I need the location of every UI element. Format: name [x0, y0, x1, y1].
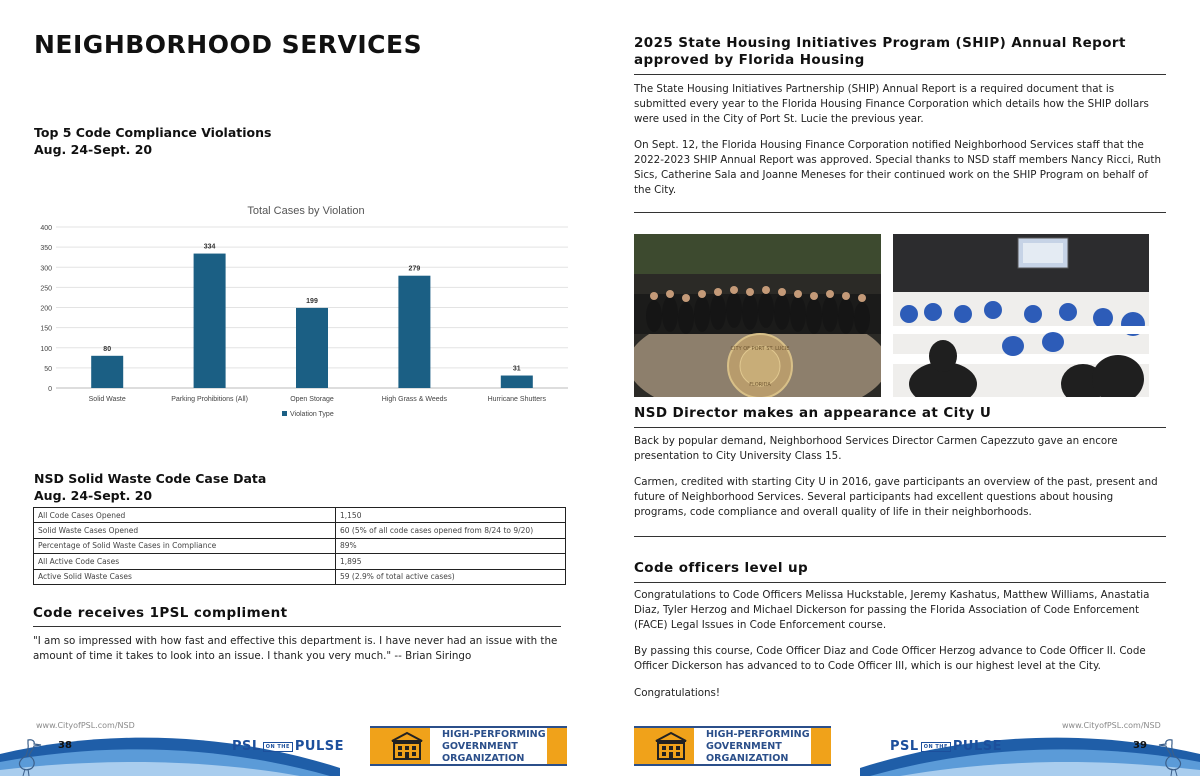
- table-cell-label: All Active Code Cases: [34, 554, 336, 569]
- heron-icon: [1156, 736, 1192, 776]
- y-tick-label: 400: [40, 225, 52, 232]
- ship-paragraph-2: On Sept. 12, the Florida Housing Finance Corporation notified Neighborhood Services staff that the 2022-2023 SHIP Annual Report was approved. Special thanks to NSD staff members Nancy Ricci, Ruth Sics, Catherine Sala and Joanne Meneses for their continued work on the SHIP Program on behalf of the City.: [634, 139, 1161, 196]
- right-page: [600, 0, 1200, 776]
- solid-waste-heading: [34, 470, 266, 504]
- badge-line2: GOVERNMENT: [706, 741, 782, 752]
- table-row: [34, 554, 566, 569]
- psl-logo-mid: ON THE: [263, 742, 293, 752]
- y-tick-label: 100: [40, 345, 52, 353]
- hpgo-badge: [370, 726, 567, 766]
- y-tick-label: 300: [40, 265, 52, 273]
- divider: [634, 427, 1166, 428]
- hpgo-badge: [634, 726, 831, 766]
- x-tick-label: Open Storage: [290, 396, 334, 403]
- badge-line2: GOVERNMENT: [442, 741, 518, 752]
- divider: [33, 626, 561, 627]
- table-row: [34, 523, 566, 538]
- table-cell-value: 89%: [336, 538, 566, 553]
- badge-text: [706, 729, 810, 765]
- divider: [634, 212, 1166, 213]
- psl-logo-right: PULSE: [952, 739, 1002, 754]
- ship-heading-line1: 2025 State Housing Initiatives Program (SHIP) Annual Report: [634, 35, 1126, 51]
- solid-waste-heading-line2: Aug. 24-Sept. 20: [34, 488, 153, 503]
- officers-paragraph-3: Congratulations!: [634, 687, 721, 699]
- chart-bar: [194, 254, 226, 388]
- y-tick-label: 250: [40, 285, 52, 293]
- legend-label: Violation Type: [290, 411, 334, 418]
- footer-url[interactable]: www.CityofPSL.com/NSD: [1062, 721, 1161, 730]
- ship-heading-line2: approved by Florida Housing: [634, 52, 865, 68]
- divider: [634, 536, 1166, 537]
- violations-chart-svg: [34, 198, 574, 428]
- badge-line1: HIGH-PERFORMING: [706, 729, 810, 740]
- page-title: NEIGHBORHOOD SERVICES: [34, 30, 423, 59]
- table-cell-label: Solid Waste Cases Opened: [34, 523, 336, 538]
- table-row: [34, 508, 566, 523]
- x-tick-label: High Grass & Weeds: [381, 396, 448, 403]
- footer-url[interactable]: www.CityofPSL.com/NSD: [36, 721, 135, 730]
- psl-logo-left: PSL: [232, 739, 261, 754]
- page-number: 39: [1133, 740, 1147, 751]
- x-tick-label: Solid Waste: [88, 396, 126, 403]
- table-cell-label: All Code Cases Opened: [34, 508, 336, 523]
- officers-heading: Code officers level up: [634, 560, 809, 576]
- psl-logo-left: PSL: [890, 739, 919, 754]
- y-tick-label: 50: [44, 365, 52, 373]
- director-paragraph-2: Carmen, credited with starting City U in 2016, gave participants an overview of the past, present and future of Neighborhood Services. Several participants had excellent questions about housing programs, code compliance and overall quality of life in their neighborhoods.: [634, 476, 1158, 518]
- table-row: [34, 569, 566, 584]
- badge-line3: ORGANIZATION: [442, 753, 525, 764]
- group-photo: [634, 234, 881, 397]
- building-icon: [654, 731, 688, 763]
- ship-paragraph-1: The State Housing Initiatives Partnership (SHIP) Annual Report is a required document that is submitted every year to the Florida Housing Finance Corporation which details how the SHIP dollars were used in the City of Port St. Lucie the previous year.: [634, 83, 1149, 125]
- data-label: 80: [103, 345, 112, 353]
- divider: [634, 582, 1166, 583]
- psl-logo: [890, 739, 1002, 754]
- compliance-heading-line2: Aug. 24-Sept. 20: [34, 142, 153, 157]
- data-label: 334: [203, 243, 216, 251]
- table-cell-value: 59 (2.9% of total active cases): [336, 569, 566, 584]
- data-label: 279: [408, 265, 421, 273]
- psl-logo-mid: ON THE: [921, 742, 951, 752]
- director-heading: NSD Director makes an appearance at City U: [634, 405, 992, 421]
- badge-line3: ORGANIZATION: [706, 753, 789, 764]
- seal-text-top: CITY OF PORT ST. LUCIE: [730, 346, 790, 352]
- divider: [634, 74, 1166, 75]
- data-label: 31: [512, 365, 521, 373]
- chart-bar: [398, 276, 430, 388]
- officers-paragraph-2: By passing this course, Code Officer Diaz and Code Officer Herzog advance to Code Officer II. Code Officer Dickerson has advanced to to Code Officer III, which is our highest level at the City.: [634, 645, 1146, 672]
- legend-swatch: [282, 411, 287, 416]
- badge-line1: HIGH-PERFORMING: [442, 729, 546, 740]
- chart-bar: [91, 356, 123, 388]
- table-cell-value: 60 (5% of all code cases opened from 8/24 to 9/20): [336, 523, 566, 538]
- compliment-heading: Code receives 1PSL compliment: [33, 605, 288, 621]
- y-tick-label: 200: [40, 305, 52, 313]
- page-number: 38: [58, 740, 72, 751]
- chart-title: Total Cases by Violation: [247, 205, 365, 217]
- psl-logo: [232, 739, 344, 754]
- badge-text: [442, 729, 546, 765]
- table-row: [34, 538, 566, 553]
- compliance-heading-line1: Top 5 Code Compliance Violations: [34, 125, 272, 140]
- psl-logo-right: PULSE: [294, 739, 344, 754]
- data-label: 199: [306, 297, 318, 305]
- y-tick-label: 150: [40, 325, 52, 333]
- y-tick-label: 0: [48, 386, 52, 393]
- solid-waste-heading-line1: NSD Solid Waste Code Case Data: [34, 471, 267, 486]
- compliment-quote: "I am so impressed with how fast and effective this department is. I have never had an issue with the amount of time it takes to look into an issue. I thank you very much." -- Brian Siringo: [33, 635, 558, 662]
- violations-chart: [34, 198, 574, 428]
- officers-paragraph-1: Congratulations to Code Officers Melissa Huckstable, Jeremy Kashatus, Matthew Williams, Anastatia Diaz, Tyler Herzog and Michael Dickerson for passing the Florida Association of Code Enforcement (FACE) Legal Issues in Code Enforcement course.: [634, 589, 1150, 631]
- classroom-photo: [893, 234, 1149, 397]
- table-cell-value: 1,895: [336, 554, 566, 569]
- heron-icon: [8, 736, 44, 776]
- x-tick-label: Hurricane Shutters: [487, 396, 546, 403]
- building-icon: [390, 731, 424, 763]
- ship-heading: [634, 35, 1126, 69]
- seal-text-bottom: FLORIDA: [749, 382, 771, 388]
- table-cell-label: Active Solid Waste Cases: [34, 569, 336, 584]
- table-cell-value: 1,150: [336, 508, 566, 523]
- chart-bar: [501, 376, 533, 388]
- solid-waste-table: [33, 507, 566, 585]
- badge-gold-block: [811, 728, 831, 764]
- compliance-heading: [34, 124, 271, 158]
- director-paragraph-1: Back by popular demand, Neighborhood Services Director Carmen Capezzuto gave an encore presentation to City University Class 15.: [634, 435, 1118, 462]
- badge-gold-block: [547, 728, 567, 764]
- chart-bar: [296, 308, 328, 388]
- table-cell-label: Percentage of Solid Waste Cases in Compliance: [34, 538, 336, 553]
- x-tick-label: Parking Prohibitions (All): [171, 396, 248, 403]
- y-tick-label: 350: [40, 245, 52, 253]
